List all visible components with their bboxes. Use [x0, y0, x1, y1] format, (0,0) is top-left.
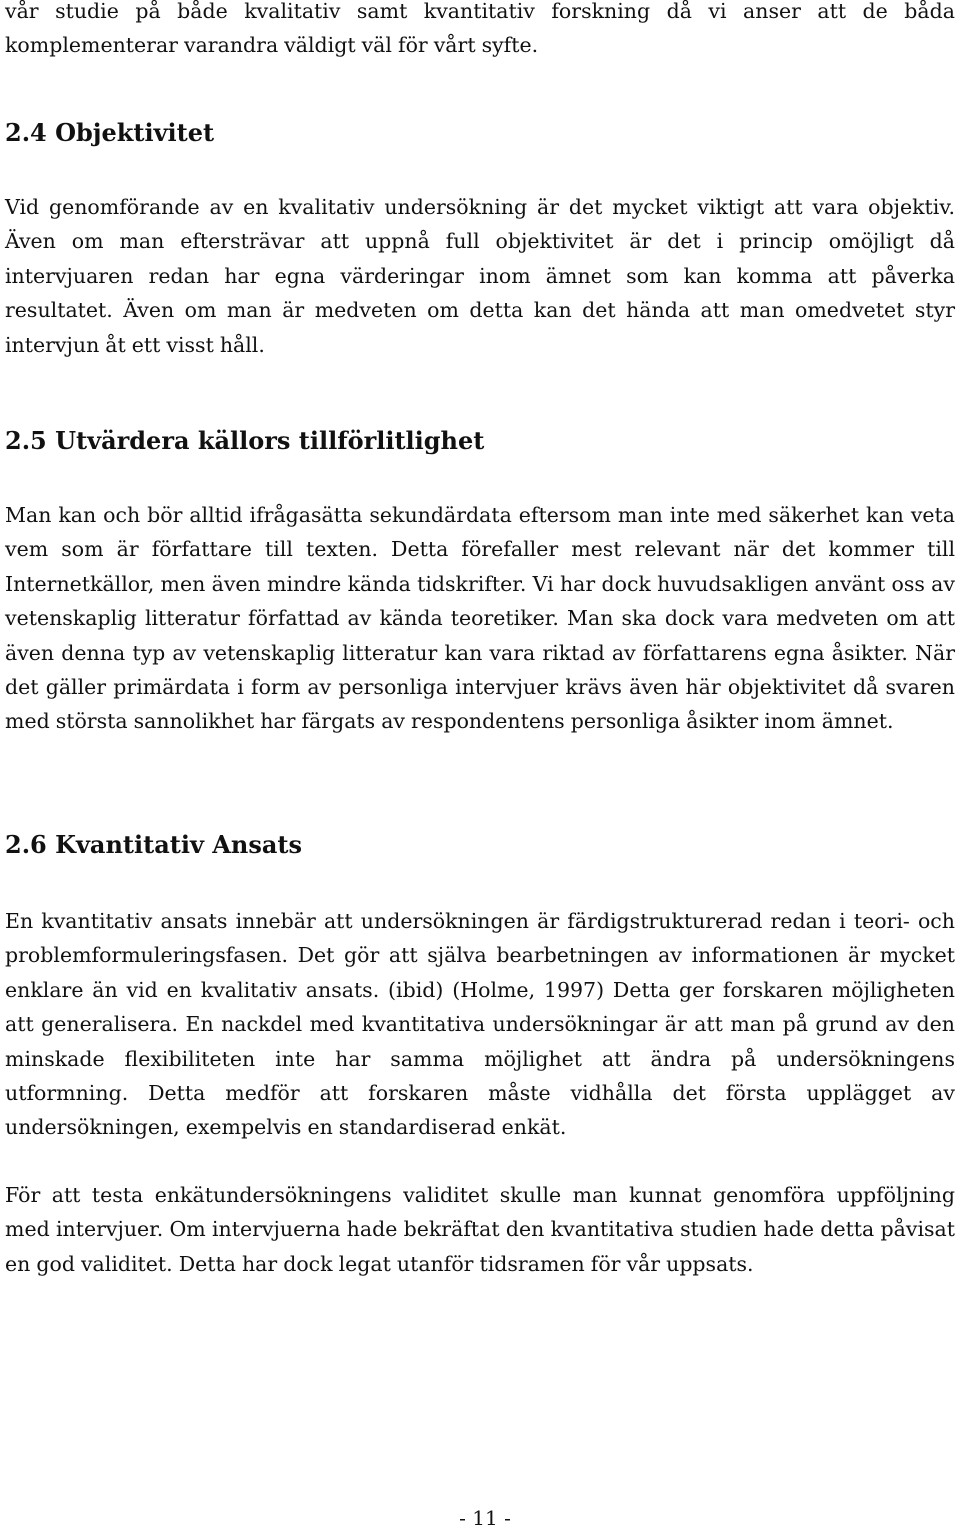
paragraph-kallors-tillforlitlighet: Man kan och bör alltid ifrågasätta sekundärdata eftersom man inte med säkerhet kan veta vem som är författare till texten. Detta förefaller mest relevant när det kommer till Internetkällor, men även mindre kända tidskrifter. Vi har dock huvudsakligen använt oss av vetenskaplig litteratur författad av kända teoretiker. Man ska dock vara medveten om att även denna typ av vetenskaplig litteratur kan vara riktad av författarens egna åsikter. När det gäller primärdata i form av personliga intervjuer krävs även här objektivitet då svaren med största sannolikhet har färgats av respondentens personliga åsikter inom ämnet.	[5, 503, 955, 734]
section-heading-kvantitativ-ansats: 2.6 Kvantitativ Ansats	[5, 830, 302, 859]
page-number: - 11 -	[459, 1506, 511, 1530]
section-heading-objektivitet: 2.4 Objektivitet	[5, 118, 215, 147]
intro-paragraph: vår studie på både kvalitativ samt kvantitativ forskning då vi anser att de båda komplementerar varandra väldigt väl för vårt syfte.	[5, 0, 955, 58]
paragraph-objektivitet: Vid genomförande av en kvalitativ undersökning är det mycket viktigt att vara objektiv. Även om man eftersträvar att uppnå full objektivitet är det i princip omöjligt då intervjuaren redan har egna värderingar inom ämnet som kan komma att påverka resultatet. Även om man är medveten om detta kan det hända att man omedvetet styr intervjun åt ett visst håll.	[5, 195, 955, 357]
paragraph-kvantitativ-ansats-2: För att testa enkätundersökningens validitet skulle man kunnat genomföra uppföljning med intervjuer. Om intervjuerna hade bekräftat den kvantitativa studien hade detta påvisat en god validitet. Detta har dock legat utanför tidsramen för vår uppsats.	[5, 1183, 955, 1276]
section-heading-kallors-tillforlitlighet: 2.5 Utvärdera källors tillförlitlighet	[5, 426, 485, 455]
paragraph-kvantitativ-ansats-1: En kvantitativ ansats innebär att undersökningen är färdigstrukturerad redan i teori- och problemformuleringsfasen. Det gör att själva bearbetningen av informationen är mycket enklare än vid en kvalitativ ansats. (ibid) (Holme, 1997) Detta ger forskaren möjligheten att generalisera. En nackdel med kvantitativa undersökningar är att man på grund av den minskade flexibiliteten inte har samma möjlighet att ändra på undersökningens utformning. Detta medför att forskaren måste vidhålla det första upplägget av undersökningen, exempelvis en standardiserad enkät.	[5, 909, 955, 1140]
